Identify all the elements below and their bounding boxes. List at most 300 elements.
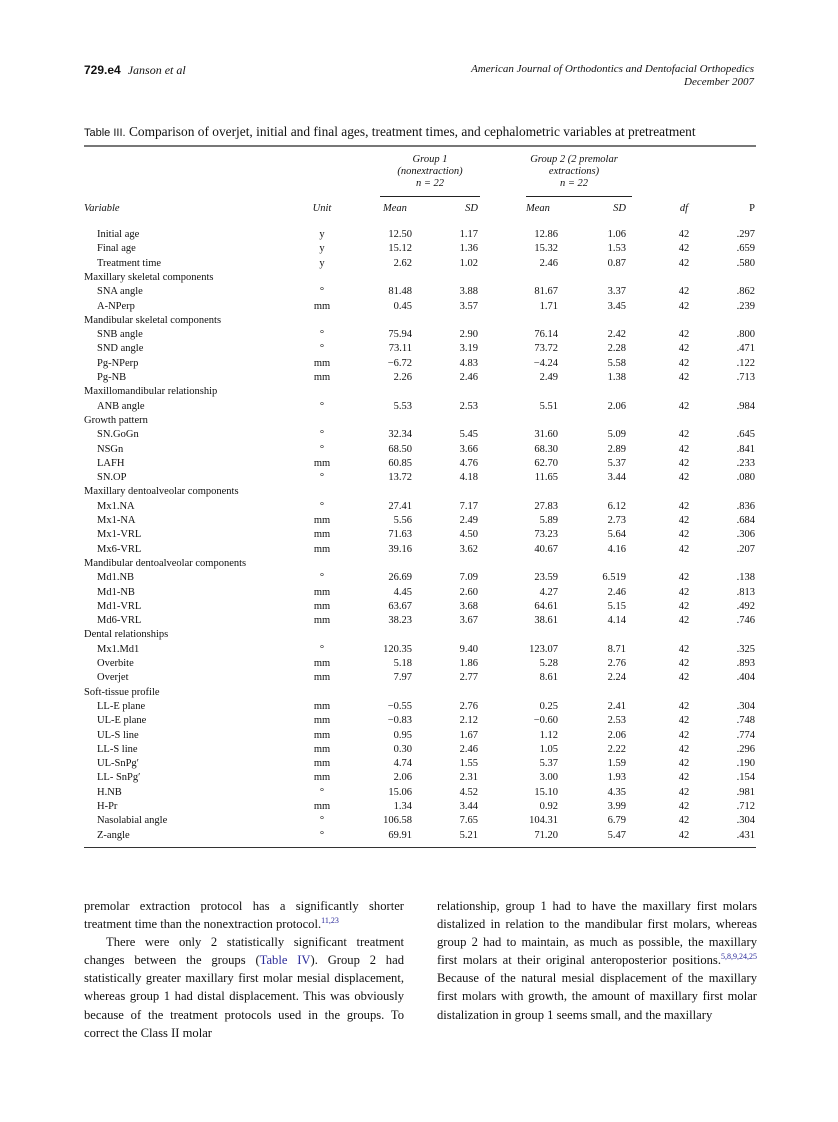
- cell-variable: ANB angle: [97, 400, 145, 412]
- table-row: [0, 301, 838, 315]
- cell-sd-group2: 2.53: [607, 715, 626, 727]
- cell-variable: SN.OP: [97, 472, 127, 484]
- cell-mean-group1: −0.83: [387, 715, 412, 727]
- cell-unit: mm: [313, 515, 331, 526]
- table-section-header: [0, 272, 838, 286]
- cell-variable: Mx6-VRL: [97, 543, 142, 555]
- cell-variable: Soft-tissue profile: [84, 686, 160, 698]
- cell-variable: Initial age: [97, 229, 140, 240]
- cell-p: .800: [736, 329, 755, 341]
- citation-ref[interactable]: 11,23: [321, 915, 339, 925]
- cell-sd-group2: 2.73: [607, 515, 626, 526]
- cell-sd-group2: 2.41: [607, 700, 626, 712]
- cell-mean-group1: 68.50: [388, 443, 412, 455]
- cell-variable: Md1-VRL: [97, 600, 142, 612]
- cell-mean-group2: 11.65: [534, 472, 558, 484]
- cell-df: 42: [678, 400, 690, 412]
- cell-df: 42: [678, 600, 690, 612]
- cell-variable: Maxillary skeletal components: [84, 271, 214, 283]
- cell-mean-group2: 2.49: [539, 372, 558, 383]
- cell-p: .813: [736, 586, 755, 598]
- cell-df: 42: [678, 443, 690, 455]
- table-row: [0, 615, 838, 629]
- cell-df: 42: [678, 457, 690, 469]
- cell-sd-group1: 3.66: [459, 443, 478, 455]
- cell-unit: °: [319, 572, 325, 584]
- running-header-right: [471, 63, 754, 89]
- cell-mean-group2: 31.60: [534, 429, 558, 441]
- table-row: [0, 672, 838, 686]
- cell-unit: mm: [313, 700, 331, 712]
- cell-sd-group1: 3.67: [459, 615, 478, 627]
- page-number: 729.e4: [84, 63, 121, 77]
- cell-sd-group1: 5.21: [459, 829, 478, 841]
- authors: Janson et al: [127, 63, 186, 77]
- cell-mean-group1: −0.55: [387, 700, 412, 712]
- cell-unit: °: [319, 786, 325, 798]
- table-title: Comparison of overjet, initial and final ages, treatment times, and cephalometric variables at pretreatment: [128, 124, 696, 139]
- cell-variable: Md1.NB: [97, 572, 135, 584]
- cell-p: .836: [736, 500, 755, 512]
- cell-sd-group1: 3.19: [459, 343, 478, 355]
- cell-mean-group1: 120.35: [383, 643, 412, 655]
- cell-sd-group1: 4.76: [459, 457, 478, 469]
- cell-variable: Mx1.Md1: [97, 643, 140, 655]
- cell-df: 42: [678, 729, 690, 741]
- cell-df: 42: [678, 429, 690, 441]
- cell-sd-group1: 3.68: [459, 600, 478, 612]
- group2-n: n = 22: [559, 178, 589, 189]
- cell-p: .297: [736, 229, 755, 240]
- cell-sd-group1: 1.02: [459, 257, 478, 269]
- cell-p: .239: [736, 300, 755, 312]
- table-row: [0, 701, 838, 715]
- cell-variable: Overjet: [97, 672, 129, 684]
- col-variable: Variable: [84, 203, 120, 214]
- cell-mean-group2: 73.23: [534, 529, 558, 541]
- cell-mean-group1: 26.69: [388, 572, 412, 584]
- cell-mean-group2: 64.61: [534, 600, 558, 612]
- cell-unit: mm: [313, 457, 331, 469]
- cell-mean-group1: 106.58: [383, 815, 412, 827]
- table-row: [0, 515, 838, 529]
- cell-mean-group2: 4.27: [539, 586, 558, 598]
- cell-mean-group2: 40.67: [534, 543, 558, 555]
- cell-variable: Treatment time: [97, 257, 162, 269]
- cell-sd-group2: 6.79: [607, 815, 626, 827]
- cell-sd-group2: 4.16: [607, 543, 626, 555]
- cell-sd-group2: 1.53: [607, 243, 626, 255]
- cell-mean-group2: 23.59: [534, 572, 558, 584]
- col-sd1: SD: [465, 203, 478, 214]
- cell-sd-group2: 2.76: [607, 658, 626, 669]
- cell-unit: °: [319, 343, 325, 355]
- cell-mean-group1: 32.34: [388, 429, 412, 441]
- group1-n: n = 22: [415, 178, 445, 189]
- cell-unit: mm: [313, 758, 331, 770]
- table-row: [0, 815, 838, 829]
- cell-sd-group1: 4.18: [459, 472, 478, 484]
- cell-mean-group2: 5.89: [539, 515, 558, 526]
- cell-variable: Mandibular skeletal components: [84, 314, 222, 326]
- cell-mean-group1: 71.63: [388, 529, 412, 541]
- cell-sd-group1: 1.55: [459, 758, 478, 770]
- citation-ref[interactable]: 5,8,9,24,25: [721, 952, 757, 962]
- table-row: [0, 372, 838, 386]
- cell-p: .659: [736, 243, 755, 255]
- table-row: [0, 801, 838, 815]
- cell-mean-group1: 4.74: [393, 758, 412, 770]
- cell-sd-group2: 3.45: [607, 300, 626, 312]
- cell-variable: H.NB: [97, 786, 122, 798]
- cell-mean-group2: 15.10: [534, 786, 558, 798]
- cell-variable: Overbite: [97, 658, 134, 669]
- table-row: [0, 444, 838, 458]
- cell-mean-group2: 2.46: [539, 257, 558, 269]
- cell-variable: Z-angle: [97, 829, 130, 841]
- cell-sd-group1: 4.50: [459, 529, 478, 541]
- table-row: [0, 601, 838, 615]
- cell-unit: mm: [313, 300, 331, 312]
- cell-sd-group1: 1.17: [459, 229, 478, 240]
- cell-mean-group1: 73.11: [388, 343, 412, 355]
- cell-sd-group2: 6.519: [602, 572, 626, 584]
- cell-df: 42: [678, 343, 690, 355]
- cell-df: 42: [678, 500, 690, 512]
- cell-p: .296: [736, 743, 755, 755]
- table-row: [0, 544, 838, 558]
- cell-p: .138: [736, 572, 755, 584]
- cell-df: 42: [678, 529, 690, 541]
- cell-mean-group2: 76.14: [534, 329, 558, 341]
- cell-unit: mm: [313, 615, 331, 627]
- cell-mean-group1: −6.72: [387, 357, 412, 369]
- cell-df: 42: [678, 615, 690, 627]
- cell-p: .580: [736, 257, 755, 269]
- cell-mean-group1: 13.72: [388, 472, 412, 484]
- cell-mean-group2: 12.86: [534, 229, 558, 240]
- cell-mean-group1: 15.06: [388, 786, 412, 798]
- cell-variable: SN.GoGn: [97, 429, 139, 441]
- cell-unit: °: [319, 643, 325, 655]
- cell-df: 42: [678, 357, 690, 369]
- cell-df: 42: [678, 300, 690, 312]
- cell-df: 42: [678, 586, 690, 598]
- table-section-header: [0, 629, 838, 643]
- cell-p: .841: [736, 443, 755, 455]
- cell-sd-group2: 1.93: [607, 772, 626, 784]
- cell-variable: Growth pattern: [84, 414, 148, 426]
- cell-mean-group2: 15.32: [534, 243, 558, 255]
- cell-sd-group2: 1.59: [607, 758, 626, 770]
- cell-unit: mm: [313, 729, 331, 741]
- table-caption: [84, 124, 696, 140]
- cell-sd-group2: 8.71: [607, 643, 626, 655]
- cell-unit: °: [319, 329, 325, 341]
- cell-p: .304: [736, 815, 755, 827]
- cell-mean-group1: 7.97: [393, 672, 412, 684]
- cell-p: .404: [736, 672, 755, 684]
- cell-sd-group1: 1.36: [459, 243, 478, 255]
- cell-variable: Maxillomandibular relationship: [84, 386, 218, 398]
- cell-mean-group2: 0.25: [539, 700, 558, 712]
- cell-mean-group2: 71.20: [534, 829, 558, 841]
- cell-mean-group2: −0.60: [533, 715, 558, 727]
- table-section-header: [0, 415, 838, 429]
- cell-mean-group1: 2.06: [393, 772, 412, 784]
- cell-variable: Dental relationships: [84, 629, 169, 641]
- cell-mean-group2: 1.71: [539, 300, 558, 312]
- cell-variable: Md6-VRL: [97, 615, 142, 627]
- cell-unit: °: [319, 815, 325, 827]
- cell-p: .325: [736, 643, 755, 655]
- cell-sd-group1: 4.83: [459, 357, 478, 369]
- table-row: [0, 787, 838, 801]
- cell-variable: UL-S line: [97, 729, 139, 741]
- table-row: [0, 229, 838, 243]
- cell-p: .981: [736, 786, 755, 798]
- cell-mean-group2: 1.12: [539, 729, 558, 741]
- table-row: [0, 772, 838, 786]
- cell-mean-group1: 75.94: [388, 329, 412, 341]
- table-label: Table III.: [84, 127, 126, 139]
- table-row: [0, 730, 838, 744]
- table-bottom-rule: [84, 847, 756, 848]
- table-row: [0, 358, 838, 372]
- table-section-header: [0, 687, 838, 701]
- cell-sd-group2: 5.47: [607, 829, 626, 841]
- cell-unit: mm: [313, 586, 331, 598]
- cell-sd-group1: 7.09: [459, 572, 478, 584]
- cell-p: .712: [736, 801, 755, 812]
- cell-df: 42: [678, 801, 690, 812]
- cell-df: 42: [678, 672, 690, 684]
- paragraph-text: relationship, group 1 had to have the maxillary first molars distalized in relation to the mandibular first molars, whereas group 2 had to maintain, as much as possible, the maxillary first molars at their original anteroposterior positions.: [437, 899, 757, 968]
- cell-mean-group1: 38.23: [388, 615, 412, 627]
- cell-mean-group2: 27.83: [534, 500, 558, 512]
- cell-sd-group2: 5.15: [607, 600, 626, 612]
- cell-unit: mm: [313, 672, 331, 684]
- cell-unit: °: [319, 429, 325, 441]
- cell-unit: °: [319, 400, 325, 412]
- group1-header: [380, 154, 480, 190]
- cell-variable: Final age: [97, 243, 136, 255]
- cell-mean-group1: 27.41: [388, 500, 412, 512]
- table-iv-link[interactable]: Table IV: [259, 953, 311, 968]
- cell-mean-group2: 5.37: [539, 758, 558, 770]
- cell-mean-group1: 5.53: [393, 400, 412, 412]
- cell-variable: SNB angle: [97, 329, 143, 341]
- table-row: [0, 644, 838, 658]
- paragraph-text: ). Group 2 had statistically greater maxillary first molar mesial displacement, whereas group 1 had distal displacement. This was obviously because of the treatment protocols used in the groups. To correct the Class II molar: [84, 953, 404, 1040]
- cell-df: 42: [678, 286, 690, 298]
- cell-unit: mm: [313, 658, 331, 669]
- cell-variable: Mandibular dentoalveolar components: [84, 557, 247, 569]
- cell-mean-group2: 62.70: [534, 457, 558, 469]
- cell-variable: SNA angle: [97, 286, 143, 298]
- cell-mean-group2: 5.51: [539, 400, 558, 412]
- cell-df: 42: [678, 372, 690, 383]
- cell-unit: y: [319, 229, 325, 240]
- cell-variable: LAFH: [97, 457, 125, 469]
- col-mean2: Mean: [526, 203, 550, 214]
- body-column-right: [437, 897, 757, 1024]
- cell-unit: mm: [313, 529, 331, 541]
- cell-sd-group1: 2.12: [459, 715, 478, 727]
- cell-unit: °: [319, 286, 325, 298]
- table-row: [0, 401, 838, 415]
- cell-sd-group2: 2.06: [607, 400, 626, 412]
- col-df: df: [679, 203, 689, 214]
- cell-p: .207: [736, 543, 755, 555]
- cell-df: 42: [678, 243, 690, 255]
- cell-p: .471: [736, 343, 755, 355]
- cell-mean-group1: 60.85: [388, 457, 412, 469]
- cell-mean-group2: 104.31: [529, 815, 558, 827]
- cell-mean-group2: 5.28: [539, 658, 558, 669]
- table-row: [0, 343, 838, 357]
- table-row: [0, 286, 838, 300]
- cell-variable: Pg-NPerp: [97, 357, 139, 369]
- cell-sd-group2: 1.06: [607, 229, 626, 240]
- paragraph-text: Because of the natural mesial displacement of the maxillary first molars with growth, the amount of maxillary first molar distalization in group 1 seems small, and the maxillary: [437, 971, 757, 1022]
- cell-sd-group2: 5.09: [607, 429, 626, 441]
- cell-variable: UL-SnPg′: [97, 758, 139, 770]
- cell-variable: Mx1.NA: [97, 500, 135, 512]
- table-row: [0, 572, 838, 586]
- cell-sd-group1: 2.46: [459, 743, 478, 755]
- cell-mean-group1: 63.67: [388, 600, 412, 612]
- group2-desc: extractions): [548, 166, 600, 177]
- cell-mean-group2: −4.24: [533, 357, 558, 369]
- table-row: [0, 243, 838, 257]
- group2-name: Group 2 (2 premolar: [530, 154, 618, 165]
- cell-sd-group2: 2.89: [607, 443, 626, 455]
- cell-unit: y: [319, 243, 325, 255]
- cell-p: .233: [736, 457, 755, 469]
- paragraph-text: There were only 2 statistically significant treatment changes between the groups (: [84, 935, 404, 968]
- cell-variable: NSGn: [97, 443, 124, 455]
- table-row: [0, 830, 838, 844]
- table-row: [0, 529, 838, 543]
- cell-sd-group1: 2.49: [459, 515, 478, 526]
- cell-sd-group1: 9.40: [459, 643, 478, 655]
- cell-sd-group1: 4.52: [459, 786, 478, 798]
- cell-p: .645: [736, 429, 755, 441]
- cell-sd-group2: 5.37: [607, 457, 626, 469]
- cell-variable: Mx1-NA: [97, 515, 136, 526]
- table-row: [0, 744, 838, 758]
- cell-unit: mm: [313, 600, 331, 612]
- cell-unit: mm: [313, 772, 331, 784]
- cell-mean-group2: 123.07: [529, 643, 558, 655]
- cell-p: .774: [736, 729, 755, 741]
- cell-df: 42: [678, 329, 690, 341]
- cell-mean-group1: 15.12: [388, 243, 412, 255]
- cell-variable: LL- SnPg′: [97, 772, 141, 784]
- table-section-header: [0, 558, 838, 572]
- table-row: [0, 715, 838, 729]
- cell-sd-group1: 1.86: [459, 658, 478, 669]
- table-row: [0, 429, 838, 443]
- cell-sd-group1: 3.44: [459, 801, 478, 812]
- cell-sd-group1: 2.46: [459, 372, 478, 383]
- cell-p: .893: [736, 658, 755, 669]
- cell-mean-group1: 12.50: [388, 229, 412, 240]
- cell-variable: Pg-NB: [97, 372, 127, 383]
- cell-df: 42: [678, 572, 690, 584]
- cell-sd-group2: 5.58: [607, 357, 626, 369]
- cell-df: 42: [678, 772, 690, 784]
- cell-unit: mm: [313, 801, 331, 812]
- cell-sd-group1: 3.62: [459, 543, 478, 555]
- cell-sd-group1: 2.90: [459, 329, 478, 341]
- cell-df: 42: [678, 829, 690, 841]
- col-unit: Unit: [312, 203, 332, 214]
- cell-p: .304: [736, 700, 755, 712]
- cell-sd-group2: 2.42: [607, 329, 626, 341]
- cell-unit: °: [319, 443, 325, 455]
- cell-p: .984: [736, 400, 755, 412]
- cell-mean-group2: 68.30: [534, 443, 558, 455]
- cell-unit: °: [319, 500, 325, 512]
- cell-variable: UL-E plane: [97, 715, 147, 727]
- cell-df: 42: [678, 658, 690, 669]
- table-row: [0, 758, 838, 772]
- cell-df: 42: [678, 257, 690, 269]
- cell-unit: °: [319, 829, 325, 841]
- cell-p: .748: [736, 715, 755, 727]
- cell-sd-group2: 4.14: [607, 615, 626, 627]
- cell-mean-group1: 69.91: [388, 829, 412, 841]
- cell-sd-group1: 3.88: [459, 286, 478, 298]
- cell-sd-group1: 1.67: [459, 729, 478, 741]
- cell-variable: SND angle: [97, 343, 144, 355]
- cell-mean-group2: 8.61: [539, 672, 558, 684]
- cell-variable: Mx1-VRL: [97, 529, 142, 541]
- cell-mean-group1: 81.48: [388, 286, 412, 298]
- cell-sd-group1: 7.65: [459, 815, 478, 827]
- body-column-left: [84, 897, 404, 1042]
- issue-date: December 2007: [684, 76, 754, 88]
- table-row: [0, 587, 838, 601]
- table-row: [0, 472, 838, 486]
- cell-df: 42: [678, 715, 690, 727]
- cell-df: 42: [678, 472, 690, 484]
- cell-p: .684: [736, 515, 755, 526]
- running-header-left: [84, 63, 186, 78]
- table-section-header: [0, 486, 838, 500]
- cell-p: .746: [736, 615, 755, 627]
- cell-unit: y: [319, 257, 325, 269]
- col-p: P: [749, 203, 755, 214]
- cell-mean-group1: 0.30: [393, 743, 412, 755]
- cell-mean-group2: 3.00: [539, 772, 558, 784]
- cell-mean-group2: 81.67: [534, 286, 558, 298]
- cell-sd-group2: 3.44: [607, 472, 626, 484]
- cell-unit: °: [319, 472, 325, 484]
- cell-sd-group1: 5.45: [459, 429, 478, 441]
- col-mean1: Mean: [383, 203, 407, 214]
- cell-mean-group1: 4.45: [393, 586, 412, 598]
- cell-mean-group2: 73.72: [534, 343, 558, 355]
- cell-unit: mm: [313, 357, 331, 369]
- cell-variable: Md1-NB: [97, 586, 135, 598]
- cell-unit: mm: [313, 543, 331, 555]
- cell-sd-group2: 2.46: [607, 586, 626, 598]
- cell-mean-group1: 39.16: [388, 543, 412, 555]
- cell-mean-group2: 38.61: [534, 615, 558, 627]
